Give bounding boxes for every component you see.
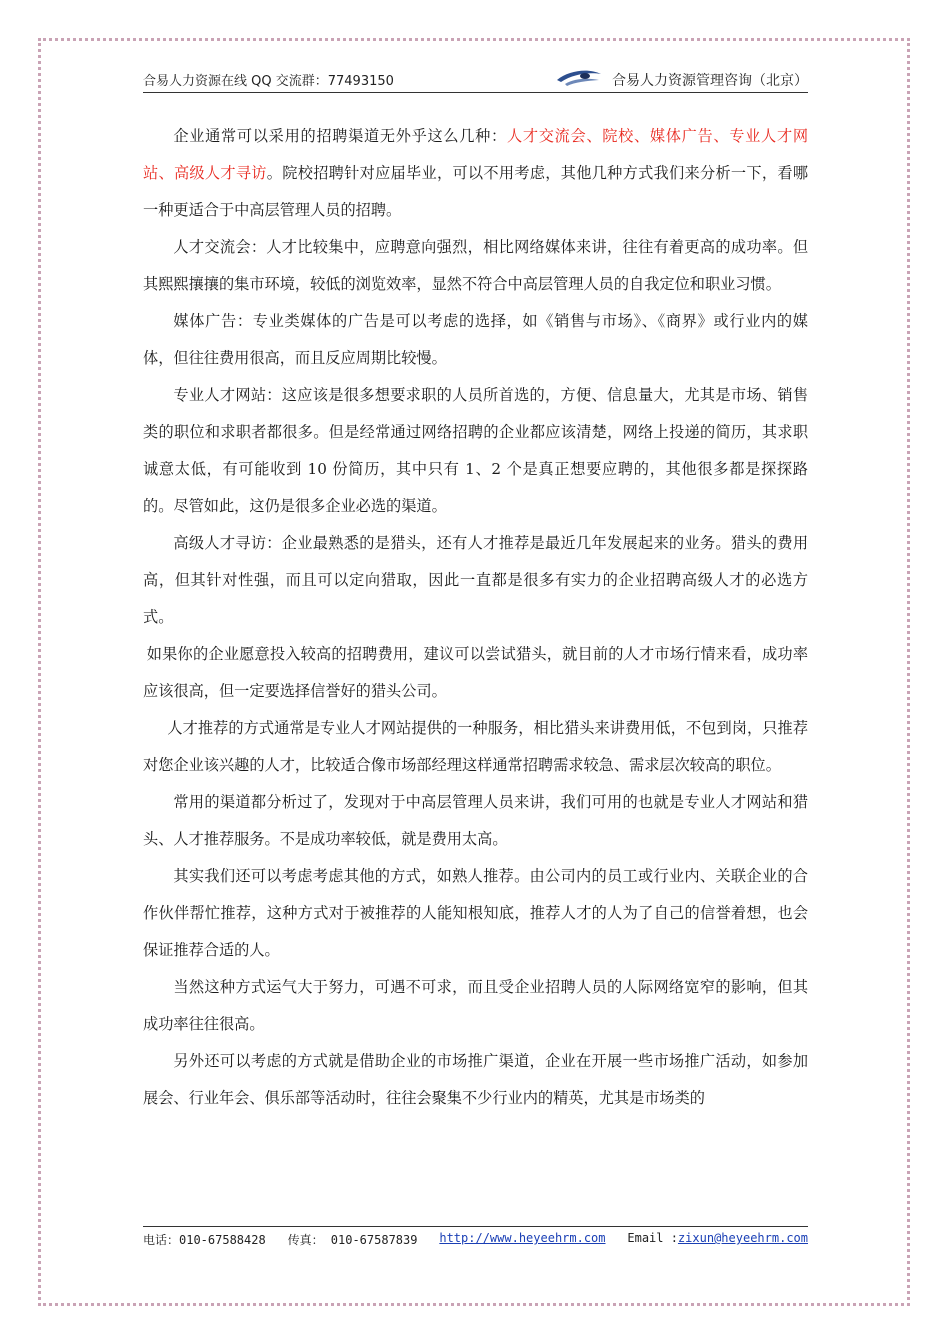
paragraph-job-websites: 专业人才网站：这应该是很多想要求职的人员所首选的，方便、信息量大，尤其是市场、销售类的职位和求职者都很多。但是经常通过网络招聘的企业都应该清楚，网络上投递的简历，其求职诚意太低，有可能收到 10 份简历，其中只有 1、2 个是真正想要应聘的，其他很多都是探探路的。尽管如此，这仍是很多企业必选的渠道。	[143, 386, 808, 515]
header-qq-group: 合易人力资源在线 QQ 交流群：77493150	[143, 74, 394, 89]
paragraph-referral-luck: 当然这种方式运气大于努力，可遇不可求，而且受企业招聘人员的人际网络宽窄的影响，但其成功率往往很高。	[143, 978, 808, 1033]
highlighted-channels: 人才交流会、院校、媒体广告、专业人才网站、高级人才寻访	[143, 127, 809, 182]
email-label: Email :	[627, 1231, 678, 1245]
paragraph-marketing-channel: 另外还可以考虑的方式就是借助企业的市场推广渠道，企业在开展一些市场推广活动，如参加展会、行业年会、俱乐部等活动时，往往会聚集不少行业内的精英，尤其是市场类的	[143, 1052, 808, 1107]
paragraph-channel-summary: 常用的渠道都分析过了，发现对于中高层管理人员来讲，我们可用的也就是专业人才网站和猎头、人才推荐服务。不是成功率较低，就是费用太高。	[143, 793, 808, 848]
footer-website-link[interactable]: http://www.heyeehrm.com	[439, 1231, 606, 1245]
intro-rest-text: 。院校招聘针对应届毕业，可以不用考虑，其他几种方式我们来分析一下，看哪一种更适合于中高层管理人员的招聘。	[143, 164, 809, 219]
paragraph-referral: 其实我们还可以考虑考虑其他的方式，如熟人推荐。由公司内的员工或行业内、关联企业的合作伙伴帮忙推荐，这种方式对于被推荐的人能知根知底，推荐人才的人为了自己的信誉着想，也会保证推荐合适的人。	[143, 867, 808, 959]
intro-text: 企业通常可以采用的招聘渠道无外乎这么几种：	[173, 127, 507, 145]
paragraph-talent-recommendation: 人才推荐的方式通常是专业人才网站提供的一种服务，相比猎头来讲费用低，不包到岗，只推荐对您企业该兴趣的人才，比较适合像市场部经理这样通常招聘需求较急、需求层次较高的职位。	[143, 719, 808, 774]
header-company-name: 合易人力资源管理咨询（北京）	[612, 73, 808, 89]
paragraph-talent-fair: 人才交流会：人才比较集中，应聘意向强烈，相比网络媒体来讲，往往有着更高的成功率。但其熙熙攘攘的集市环境，较低的浏览效率，显然不符合中高层管理人员的自我定位和职业习惯。	[143, 238, 808, 293]
swoosh-logo-icon	[555, 66, 603, 88]
paragraph-intro	[143, 118, 808, 229]
article-body	[143, 118, 808, 1117]
page-footer	[143, 1226, 808, 1248]
paragraph-headhunter-advice: 如果你的企业愿意投入较高的招聘费用，建议可以尝试猎头，就目前的人才市场行情来看，成功率应该很高，但一定要选择信誉好的猎头公司。	[143, 645, 808, 700]
paragraph-media-ads: 媒体广告：专业类媒体的广告是可以考虑的选择，如《销售与市场》、《商界》或行业内的媒体，但往往费用很高，而且反应周期比较慢。	[143, 312, 808, 367]
page-header	[143, 66, 808, 93]
footer-fax: 传真： 010-67587839	[287, 1233, 418, 1247]
paragraph-headhunting: 高级人才寻访：企业最熟悉的是猎头，还有人才推荐是最近几年发展起来的业务。猎头的费用高，但其针对性强，而且可以定向猎取，因此一直都是很多有实力的企业招聘高级人才的必选方式。	[143, 534, 808, 626]
footer-email	[627, 1231, 808, 1248]
footer-email-link[interactable]: zixun@heyeehrm.com	[677, 1231, 808, 1245]
footer-phone: 电话：010-67588428	[143, 1233, 266, 1247]
